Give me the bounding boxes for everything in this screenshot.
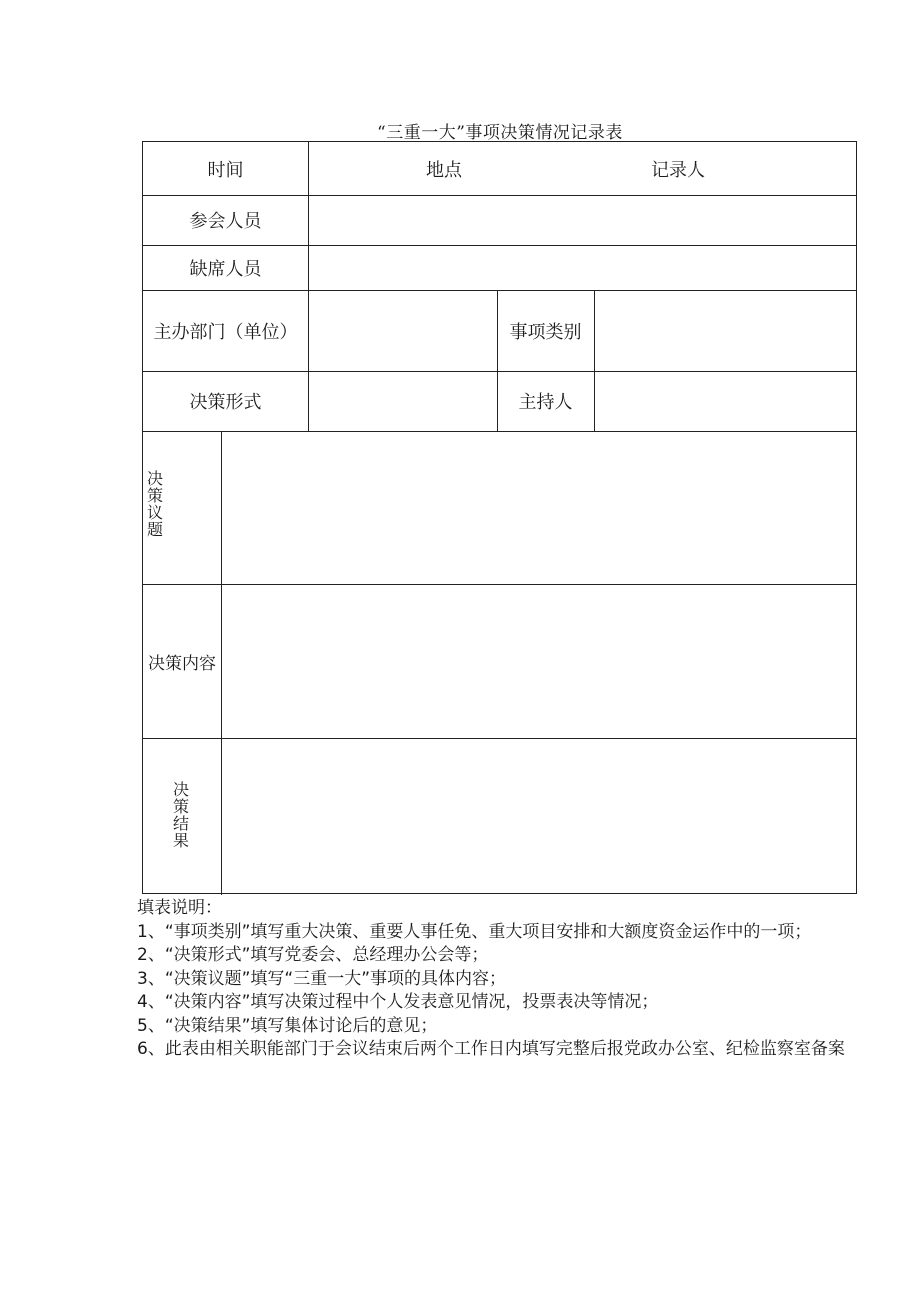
absentees-field[interactable] [309, 245, 857, 290]
host-dept-label: 主办部门（单位） [153, 321, 298, 343]
decision-result-field[interactable] [222, 738, 857, 894]
recorder-label: 记录人 [651, 159, 705, 181]
host-dept-field[interactable] [309, 290, 497, 371]
instruction-item: 2、“决策形式”填写党委会、总经理办公会等； [137, 945, 489, 965]
instruction-item: 3、“决策议题”填写“三重一大”事项的具体内容； [137, 968, 507, 989]
moderator-field[interactable] [595, 371, 857, 431]
form-title: “三重一大”事项决策情况记录表 [377, 123, 623, 143]
decision-topic-label-char: 议 [146, 503, 163, 522]
decision-result-label-char: 果 [172, 831, 189, 850]
item-category-label: 事项类别 [509, 321, 582, 343]
decision-topic-label [146, 470, 164, 538]
decision-topic-label-char: 决 [146, 469, 163, 488]
instruction-item: 1、“事项类别”填写重大决策、重要人事任免、重大项目安排和大额度资金运作中的一项； [137, 921, 812, 942]
item-category-field[interactable] [595, 290, 857, 371]
absentees-label: 缺席人员 [189, 258, 262, 280]
decision-result-label [172, 781, 190, 849]
attendees-field[interactable] [309, 195, 857, 245]
moderator-label: 主持人 [518, 392, 573, 413]
time-label: 时间 [207, 159, 244, 181]
decision-topic-label-char: 题 [146, 520, 163, 539]
attendees-label: 参会人员 [189, 211, 262, 232]
decision-result-label-char: 决 [172, 780, 189, 799]
record-form-table [142, 141, 857, 894]
decision-form-label: 决策形式 [189, 392, 262, 413]
instruction-item: 4、“决策内容”填写决策过程中个人发表意见情况，投票表决等情况； [137, 992, 659, 1012]
decision-result-label-char: 策 [172, 797, 189, 816]
decision-topic-field[interactable] [222, 431, 857, 584]
decision-content-field[interactable] [222, 584, 857, 738]
decision-form-field[interactable] [309, 371, 497, 431]
filling-instructions [137, 897, 857, 1062]
place-label: 地点 [426, 159, 462, 181]
instruction-item: 6、此表由相关职能部门于会议结束后两个工作日内填写完整后报党政办公室、纪检监察室备案 [137, 1039, 845, 1059]
decision-content-label: 决策内容 [148, 653, 216, 674]
instruction-item: 5、“决策结果”填写集体讨论后的意见； [137, 1015, 438, 1036]
decision-topic-label-char: 策 [146, 486, 163, 505]
instructions-heading: 填表说明： [137, 898, 222, 918]
decision-result-label-char: 结 [172, 814, 189, 833]
